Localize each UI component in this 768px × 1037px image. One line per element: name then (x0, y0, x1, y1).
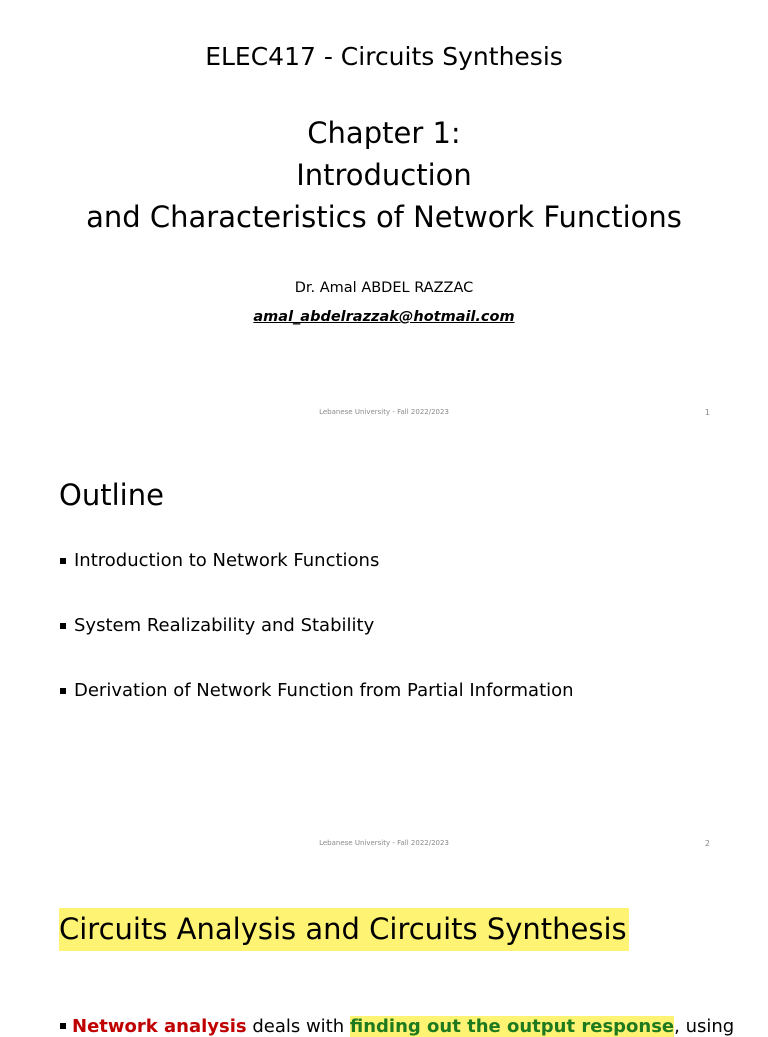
body-line (60, 1016, 734, 1037)
body-text: deals with (246, 1016, 350, 1037)
square-bullet-icon (60, 1023, 66, 1029)
slide-footer: Lebanese University - Fall 2022/2023 (319, 408, 449, 416)
outline-list (60, 550, 574, 745)
outline-title: Outline (59, 478, 164, 512)
square-bullet-icon (60, 558, 66, 564)
square-bullet-icon (60, 688, 66, 694)
chapter-line-3: and Characteristics of Network Functions (86, 200, 682, 234)
author-email-link[interactable]: amal_abdelrazzak@hotmail.com (253, 309, 515, 325)
chapter-line-2: Introduction (296, 158, 472, 192)
list-item-text: Introduction to Network Functions (74, 550, 380, 571)
list-item (60, 550, 574, 615)
square-bullet-icon (60, 623, 66, 629)
slide-3 (0, 866, 768, 1037)
chapter-title (0, 112, 768, 238)
page-number: 2 (704, 839, 710, 848)
author-name: Dr. Amal ABDEL RAZZAC (294, 280, 474, 296)
course-title: ELEC417 - Circuits Synthesis (205, 42, 563, 71)
slide-2 (0, 432, 768, 866)
list-item (60, 615, 574, 680)
body-text: , using (674, 1016, 735, 1037)
slide-footer: Lebanese University - Fall 2022/2023 (319, 839, 449, 847)
list-item (60, 680, 574, 745)
term-network-analysis: Network analysis (72, 1016, 247, 1037)
slide-1 (0, 0, 768, 432)
highlight-text: finding out the output response (349, 1016, 675, 1037)
chapter-line-1: Chapter 1: (307, 116, 461, 150)
slide-title: Circuits Analysis and Circuits Synthesis (59, 908, 629, 951)
page-number: 1 (704, 408, 710, 417)
list-item-text: Derivation of Network Function from Partial Information (74, 680, 574, 701)
list-item-text: System Realizability and Stability (74, 615, 375, 636)
